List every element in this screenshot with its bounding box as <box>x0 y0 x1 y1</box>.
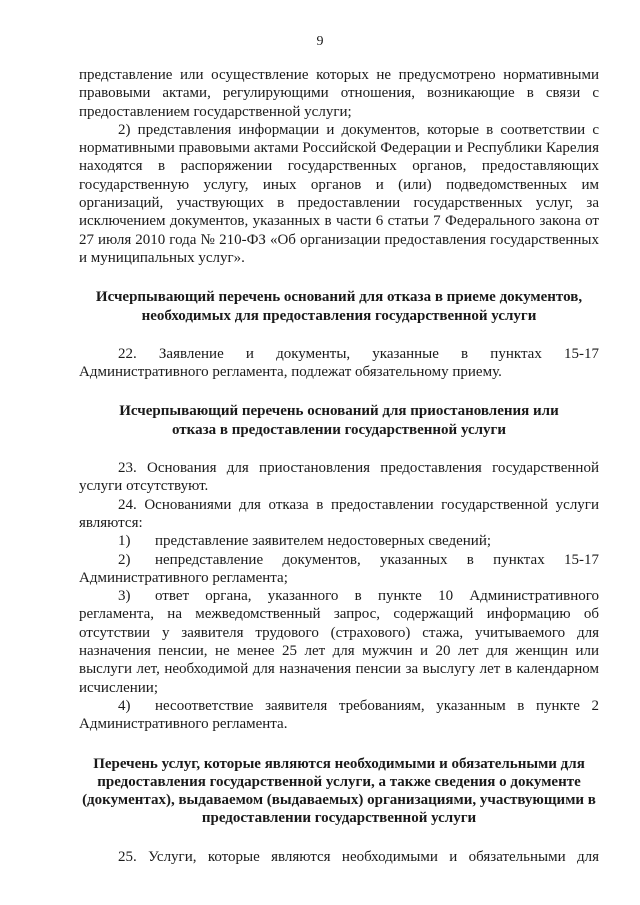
document-body <box>79 66 599 866</box>
list-item <box>79 587 599 697</box>
page-number: 9 <box>316 34 324 49</box>
paragraph-25: 25. Услуги, которые являются необходимыми и обязательными для <box>118 848 599 865</box>
list-item-number: 3) <box>118 588 131 605</box>
list-item-number: 2) <box>118 551 131 568</box>
list-item <box>79 551 599 588</box>
paragraph-item-2: 2) представления информации и документов, которые в соответствии с нормативными правовыми актами Российской Федерации и Республики Карелия находятся в распоряжении государственных органов, предоставляющих государственную услугу, иных органов и (или) подведомственных им организаций, участвующих в предоставлении государственных услуг, за исключением документов, указанных в части 6 статьи 7 Федерального закона от 27 июля 2010 года № 210-ФЗ «Об организации предоставления государственных и муниципальных услуг». <box>79 121 599 266</box>
list-item <box>79 697 599 734</box>
section-heading-suspension-refusal: Исчерпывающий перечень оснований для приостановления или отказа в предоставлении государственной услуги <box>119 403 559 438</box>
list-item-text: несоответствие заявителя требованиям, указанным в пункте 2 Административного регламента. <box>79 697 599 733</box>
list-item-number: 1) <box>118 533 131 550</box>
list-item <box>79 532 599 550</box>
list-item-number: 4) <box>118 697 131 714</box>
section-heading-required-services: Перечень услуг, которые являются необходимыми и обязательными для предоставления государственной услуги, а также сведения о документе (документах), выдаваемом (выдаваемых) организациями, участвующими в предоставлении государственной услуги <box>82 755 596 827</box>
paragraph-23: 23. Основания для приостановления предоставления государственной услуги отсутствуют. <box>79 460 599 495</box>
paragraph-continuation: представление или осуществление которых не предусмотрено нормативными правовыми актами, регулирующими отношения, возникающие в связи с предоставлением государственной услуги; <box>79 67 599 120</box>
section-heading-refusal-acceptance: Исчерпывающий перечень оснований для отказа в приеме документов, необходимых для предоставления государственной услуги <box>95 289 583 324</box>
paragraph-24: 24. Основаниями для отказа в предоставлении государственной услуги являются: <box>79 496 599 531</box>
list-item-text: ответ органа, указанного в пункте 10 Административного регламента, на межведомственный запрос, содержащий информацию об отсутствии у заявителя трудового (страхового) стажа, учитываемого для назначения пенсии, не менее 25 лет для мужчин и 20 лет для женщин или выслуги лет, необходимой для назначения пенсии за выслугу лет в календарном исчислении; <box>79 588 599 696</box>
list-item-text: представление заявителем недостоверных сведений; <box>155 533 492 550</box>
paragraph-22: 22. Заявление и документы, указанные в пунктах 15-17 Административного регламента, подлежат обязательному приему. <box>79 345 599 381</box>
list-item-text: непредставление документов, указанных в пунктах 15-17 Административного регламента; <box>79 551 599 586</box>
